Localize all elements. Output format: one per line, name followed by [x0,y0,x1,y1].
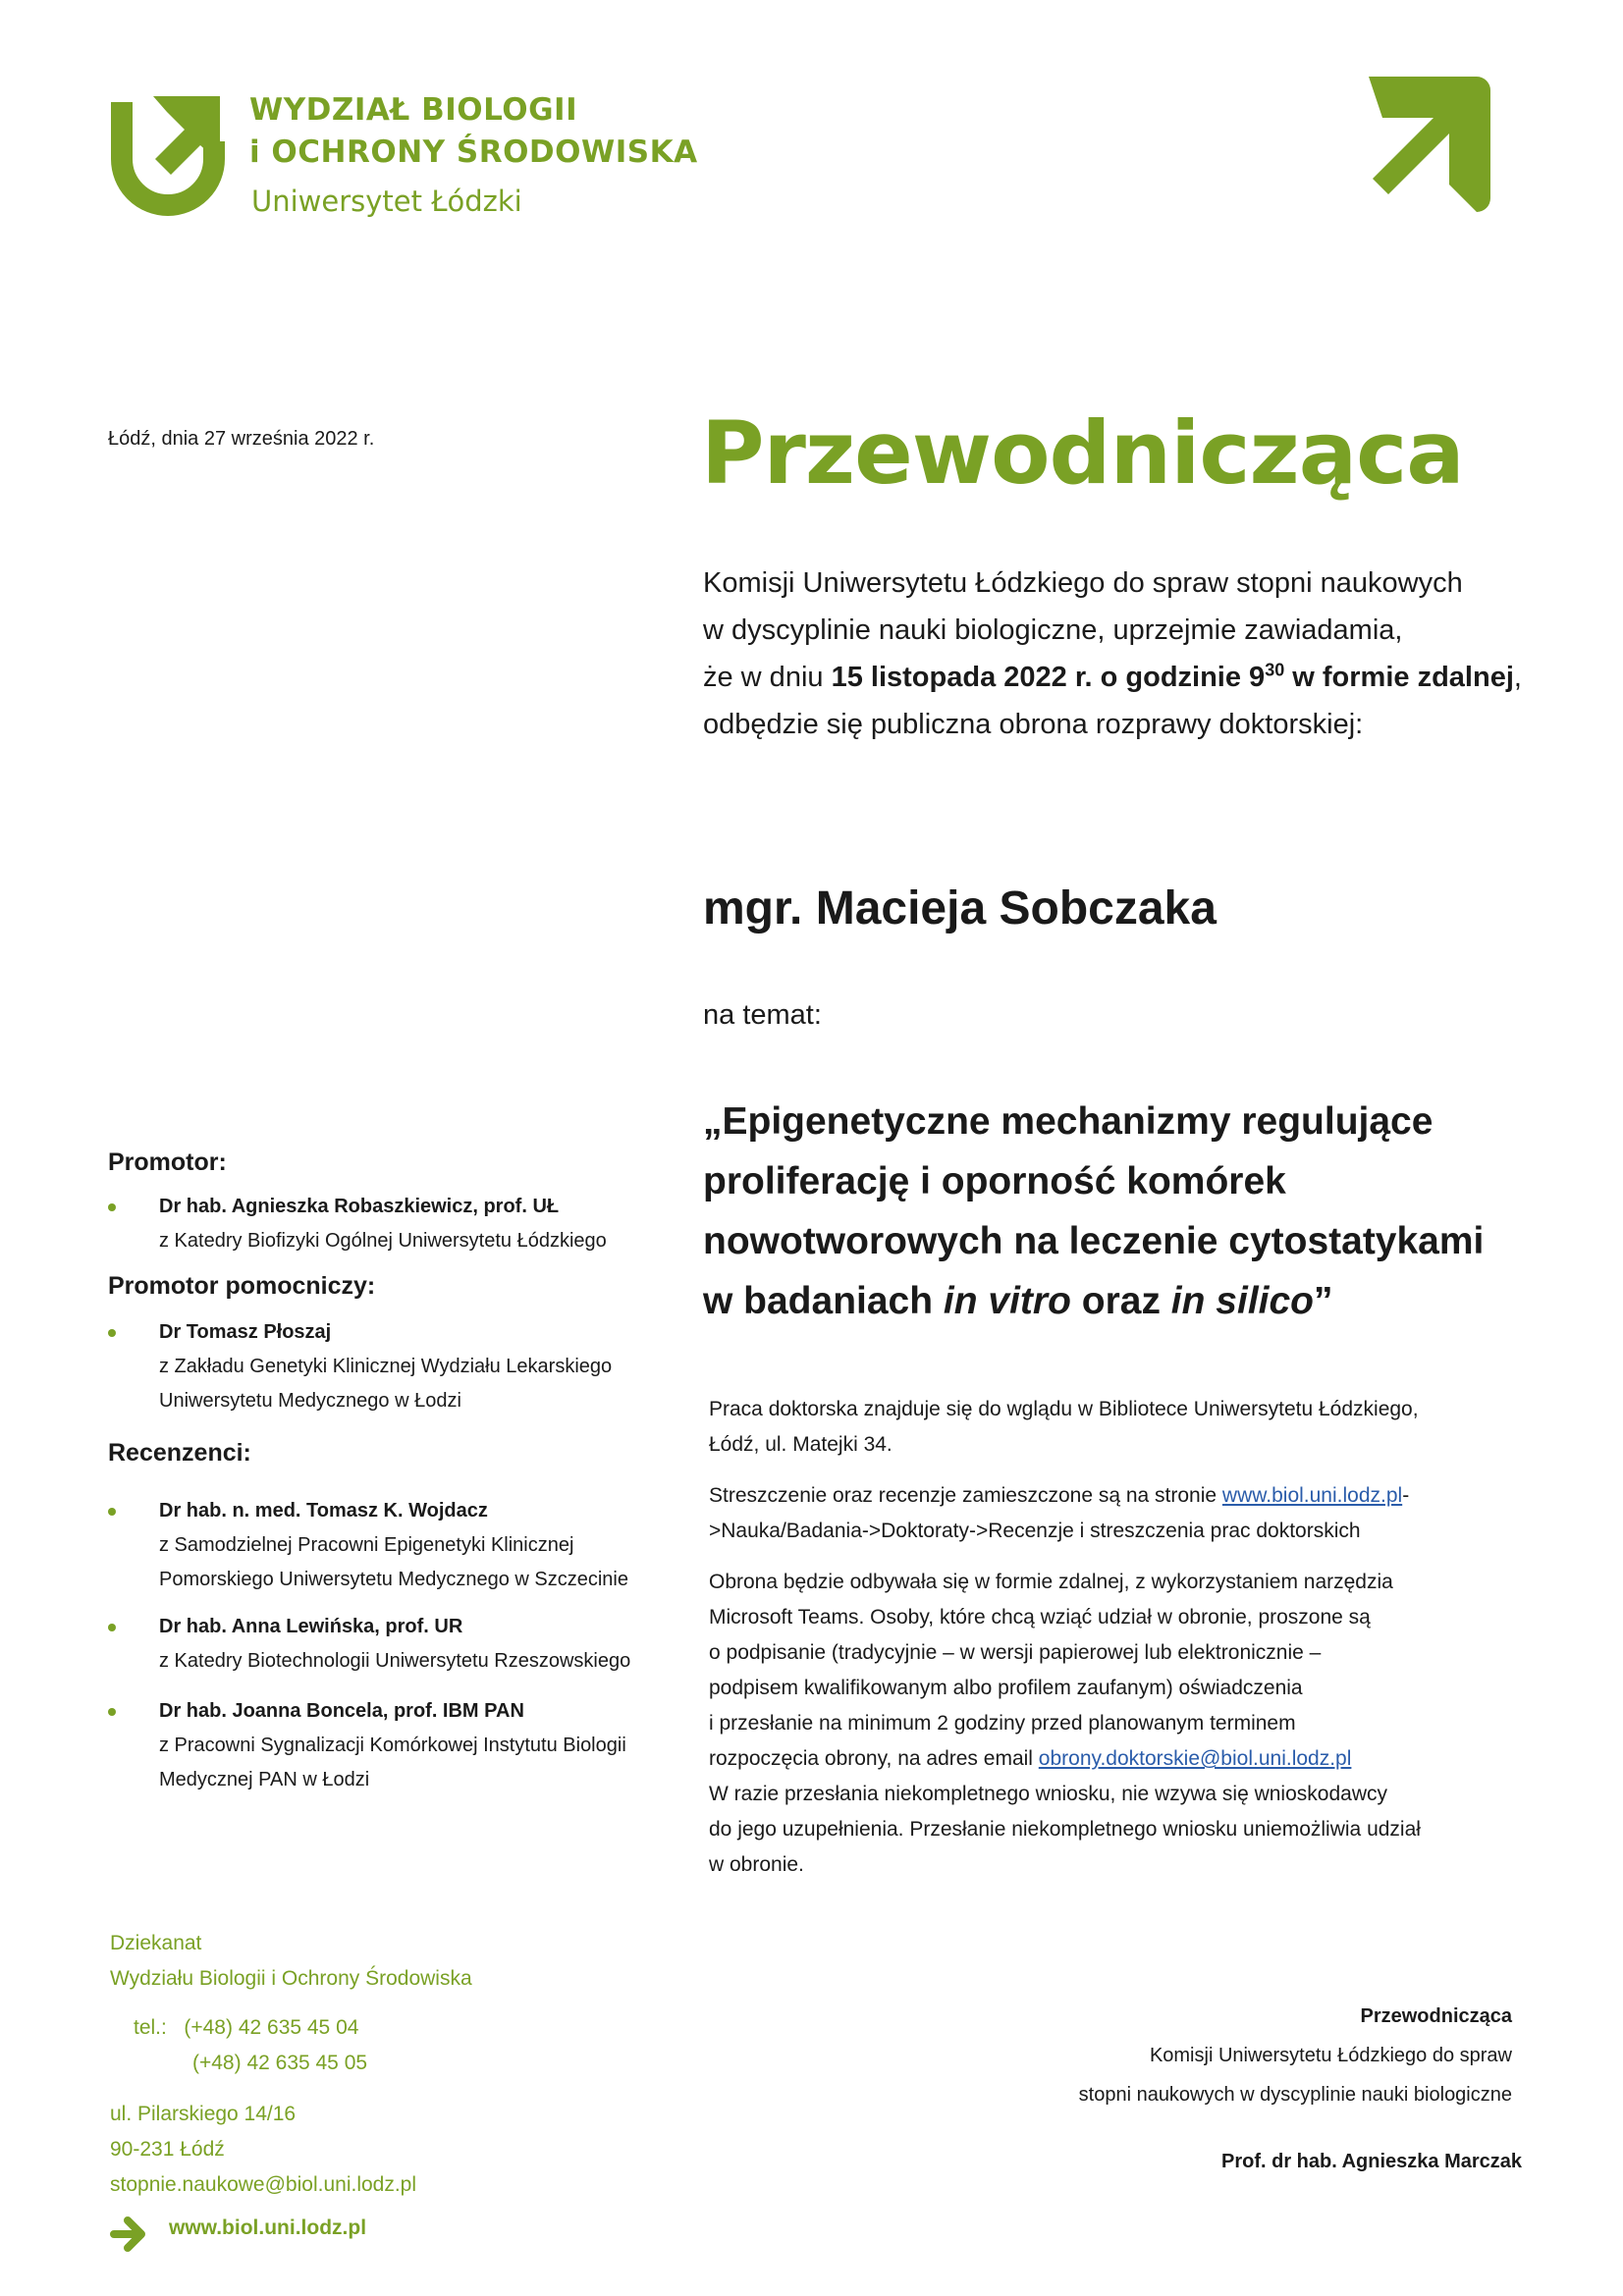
thesis-line: proliferację i oporność komórek [703,1160,1286,1202]
defense-datetime: 15 listopada 2022 r. o godzinie 9 [831,662,1266,693]
signature-line: stopni naukowych w dyscyplinie nauki biologiczne [1078,2084,1512,2106]
footer-street: ul. Pilarskiego 14/16 [110,2103,297,2125]
reviewer-entry [108,1494,717,1597]
thesis-italic: in silico [1170,1280,1314,1322]
document-date: Łódź, dnia 27 września 2022 r. [108,428,375,450]
library-info [709,1392,1593,1463]
bullet-icon [108,1708,116,1716]
person-affiliation: z Katedry Biofizyki Ogólnej Uniwersytetu Łódzkiego [159,1230,607,1252]
person-affiliation: Pomorskiego Uniwersytetu Medycznego w Szczecinie [159,1569,628,1590]
info-line: o podpisanie (tradycyjnie – w wersji papierowej lub elektronicznie – [709,1641,1322,1664]
thesis-text: w badaniach [703,1280,944,1322]
intro-line: odbędzie się publiczna obrona rozprawy doktorskiej: [703,709,1364,740]
person-affiliation: z Katedry Biotechnologii Uniwersytetu Rzeszowskiego [159,1650,631,1672]
info-line: Obrona będzie odbywała się w formie zdalnej, z wykorzystaniem narzędzia [709,1571,1393,1593]
bullet-icon [108,1329,116,1337]
announcement-intro [703,560,1587,748]
reviewers-heading: Recenzenci: [108,1439,251,1467]
bullet-icon [108,1624,116,1631]
thesis-title [703,1092,1587,1331]
promotor-heading: Promotor: [108,1148,227,1176]
info-text: - [1402,1484,1410,1507]
person-name: Dr hab. n. med. Tomasz K. Wojdacz [159,1500,488,1522]
signature-name: Prof. dr hab. Agnieszka Marczak [1220,2151,1522,2172]
intro-line: Komisji Uniwersytetu Łódzkiego do spraw stopni naukowych [703,567,1463,599]
person-name: Dr hab. Anna Lewińska, prof. UR [159,1616,463,1637]
intro-line: w dyscyplinie nauki biologiczne, uprzejmie zawiadamia, [703,614,1403,646]
info-line: w obronie. [709,1853,804,1876]
footer-office: Dziekanat [110,1932,202,1954]
signature-line: Komisji Uniwersytetu Łódzkiego do spraw [1149,2045,1512,2066]
person-affiliation: Uniwersytetu Medycznego w Łodzi [159,1390,461,1412]
info-line [709,1478,1593,1514]
defense-form: w formie zdalnej [1284,662,1514,693]
assistant-promotor-heading: Promotor pomocniczy: [108,1272,376,1300]
candidate-name: mgr. Macieja Sobczaka [703,882,1217,934]
email-link[interactable]: obrony.doktorskie@biol.uni.lodz.pl [1038,1747,1352,1770]
thesis-italic: in vitro [943,1280,1071,1322]
reviewer-entry [108,1694,717,1797]
info-text: Streszczenie oraz recenzje zamieszczone są na stronie [709,1484,1222,1507]
logo-text-faculty-2: i OCHRONY ŚRODOWISKA [249,134,698,170]
summary-info [709,1478,1593,1549]
remote-defense-info [709,1565,1593,1883]
thesis-line: nowotworowych na leczenie cytostatykami [703,1220,1485,1262]
thesis-line [703,1271,1587,1331]
bullet-icon [108,1508,116,1516]
phone-label: tel.: [134,2016,167,2039]
footer-city: 90-231 Łódź [110,2138,225,2161]
person-affiliation: z Samodzielnej Pracowni Epigenetyki Klinicznej [159,1534,574,1556]
info-line: podpisem kwalifikowanym albo profilem zaufanym) oświadczenia [709,1677,1303,1699]
info-line: Microsoft Teams. Osoby, które chcą wziąć udział w obronie, proszone są [709,1606,1371,1629]
person-name: Dr Tomasz Płoszaj [159,1321,332,1343]
footer-faculty: Wydziału Biologii i Ochrony Środowiska [110,1967,472,1990]
info-line: >Nauka/Badania->Doktoraty->Recenzje i streszczenia prac doktorskich [709,1520,1361,1542]
time-minutes: 30 [1265,660,1285,680]
person-name: Dr hab. Joanna Boncela, prof. IBM PAN [159,1700,524,1722]
logo-text-faculty: WYDZIAŁ BIOLOGII [249,92,578,128]
assistant-promotor-entry [108,1315,717,1418]
thesis-line: „Epigenetyczne mechanizmy regulujące [703,1100,1434,1143]
arrow-right-icon [110,2215,145,2254]
footer-phone-1 [134,2010,358,2046]
person-affiliation: z Zakładu Genetyki Klinicznej Wydziału Lekarskiego [159,1356,613,1377]
university-logo-icon [110,90,226,222]
footer-email[interactable]: stopnie.naukowe@biol.uni.lodz.pl [110,2173,417,2196]
intro-text: że w dniu [703,662,832,693]
defense-date [832,662,1514,693]
info-line: i przesłanie na minimum 2 godziny przed planowanym terminem [709,1712,1296,1735]
person-affiliation: z Pracowni Sygnalizacji Komórkowej Instytutu Biologii [159,1735,626,1756]
footer-phone-2[interactable]: (+48) 42 635 45 05 [192,2052,368,2074]
page-title: Przewodnicząca [701,402,1464,504]
topic-label: na temat: [703,999,822,1031]
arrow-up-right-icon [1355,77,1490,212]
info-line: do jego uzupełnienia. Przesłanie niekompletnego wniosku uniemożliwia udział [709,1818,1421,1841]
website-link[interactable]: www.biol.uni.lodz.pl [1221,1484,1403,1507]
logo-text-university: Uniwersytet Łódzki [251,185,522,218]
footer-website-link[interactable]: www.biol.uni.lodz.pl [169,2216,367,2239]
info-line: Praca doktorska znajduje się do wglądu w Bibliotece Uniwersytetu Łódzkiego, [709,1398,1419,1420]
promotor-entry [108,1190,717,1258]
person-affiliation: Medycznej PAN w Łodzi [159,1769,370,1790]
person-name: Dr hab. Agnieszka Robaszkiewicz, prof. UŁ [159,1196,560,1217]
signature-title: Przewodnicząca [1360,2005,1512,2027]
phone-number[interactable]: (+48) 42 635 45 04 [184,2016,359,2039]
bullet-icon [108,1203,116,1211]
info-line [709,1741,1593,1777]
thesis-text: oraz [1070,1280,1171,1322]
info-text: rozpoczęcia obrony, na adres email [709,1747,1039,1770]
thesis-quote: ” [1314,1280,1333,1322]
info-line: W razie przesłania niekompletnego wniosku, nie wzywa się wnioskodawcy [709,1783,1387,1805]
reviewer-entry [108,1610,717,1679]
info-line: Łódź, ul. Matejki 34. [709,1433,893,1456]
intro-line-date [703,654,1587,701]
intro-punctuation: , [1513,662,1522,693]
